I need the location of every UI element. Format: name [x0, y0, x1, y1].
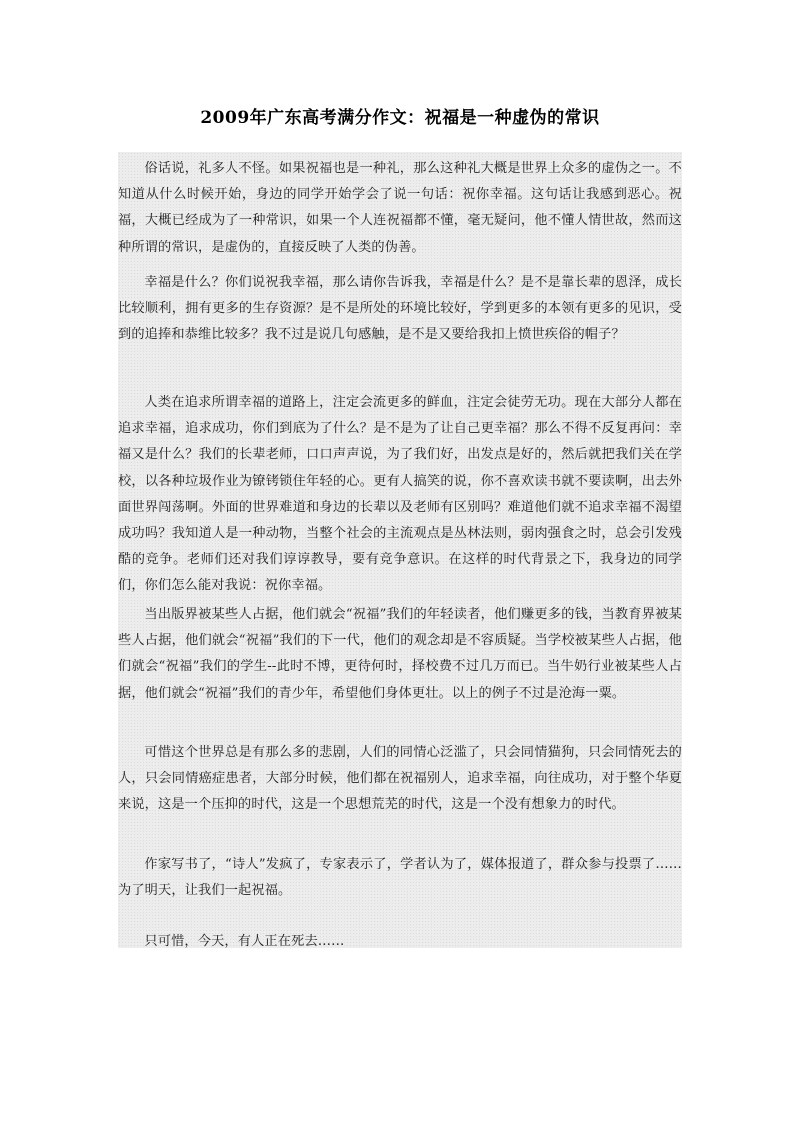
paragraph-2: 幸福是什么？你们说祝我幸福，那么请你告诉我，幸福是什么？是不是靠长辈的恩泽，成长比较顺利，拥有更多的生存资源？是不是所处的环境比较好，学到更多的本领有更多的见识，受到的追捧和恭维比较多？我不过是说几句感触，是不是又要给我扣上愤世疾俗的帽子？	[118, 275, 682, 343]
paragraph-1: 俗话说，礼多人不怪。如果祝福也是一种礼，那么这种礼大概是世界上众多的虚伪之一。不知道从什么时候开始，身边的同学开始学会了说一句话：祝你幸福。这句话让我感到恶心。祝福，大概已经成为了一种常识，如果一个人连祝福都不懂，毫无疑问，他不懂人情世故，然而这种所谓的常识，是虚伪的，直接反映了人类的伪善。	[118, 161, 682, 255]
paragraph-5: 可惜这个世界总是有那么多的悲剧，人们的同情心泛滥了，只会同情猫狗，只会同情死去的人，只会同情癌症患者，大部分时候，他们都在祝福别人，追求幸福，向往成功，对于整个华夏来说，这是一个压抑的时代，这是一个思想荒芜的时代，这是一个没有想象力的时代。	[118, 745, 682, 813]
paragraph-4: 当出版界被某些人占据，他们就会“祝福”我们的年轻读者，他们赚更多的钱，当教育界被某些人占据，他们就会“祝福”我们的下一代，他们的观念却是不容质疑。当学校被某些人占据，他们就会“祝福”我们的学生--此时不博，更待何时，择校费不过几万而已。当牛奶行业被某些人占据，他们就会“祝福”我们的青少年，希望他们身体更壮。以上的例子不过是沧海一粟。	[118, 607, 682, 701]
paragraph-6: 作家写书了，“诗人”发疯了，专家表示了，学者认为了，媒体报道了，群众参与投票了……为了明天，让我们一起祝福。	[118, 857, 682, 899]
document-title: 2009年广东高考满分作文：祝福是一种虚伪的常识	[200, 108, 600, 128]
essay-text-box	[118, 152, 682, 948]
paragraph-7: 只可惜，今天，有人正在死去……	[144, 934, 345, 949]
paragraph-3: 人类在追求所谓幸福的道路上，注定会流更多的鲜血，注定会徒劳无功。现在大部分人都在追求幸福，追求成功，你们到底为了什么？是不是为了让自己更幸福？那么不得不反复再问：幸福又是什么？我们的长辈老师，口口声声说，为了我们好，出发点是好的，然后就把我们关在学校，以各种垃圾作业为镣铐锁住年轻的心。更有人搞笑的说，你不喜欢读书就不要读啊，出去外面世界闯荡啊。外面的世界难道和身边的长辈以及老师有区别吗？难道他们就不追求幸福不渴望成功吗？我知道人是一种动物，当整个社会的主流观点是丛林法则，弱肉强食之时，总会引发残酷的竞争。老师们还对我们谆谆教导，要有竞争意识。在这样的时代背景之下，我身边的同学们，你们怎么能对我说：祝你幸福。	[118, 395, 682, 594]
